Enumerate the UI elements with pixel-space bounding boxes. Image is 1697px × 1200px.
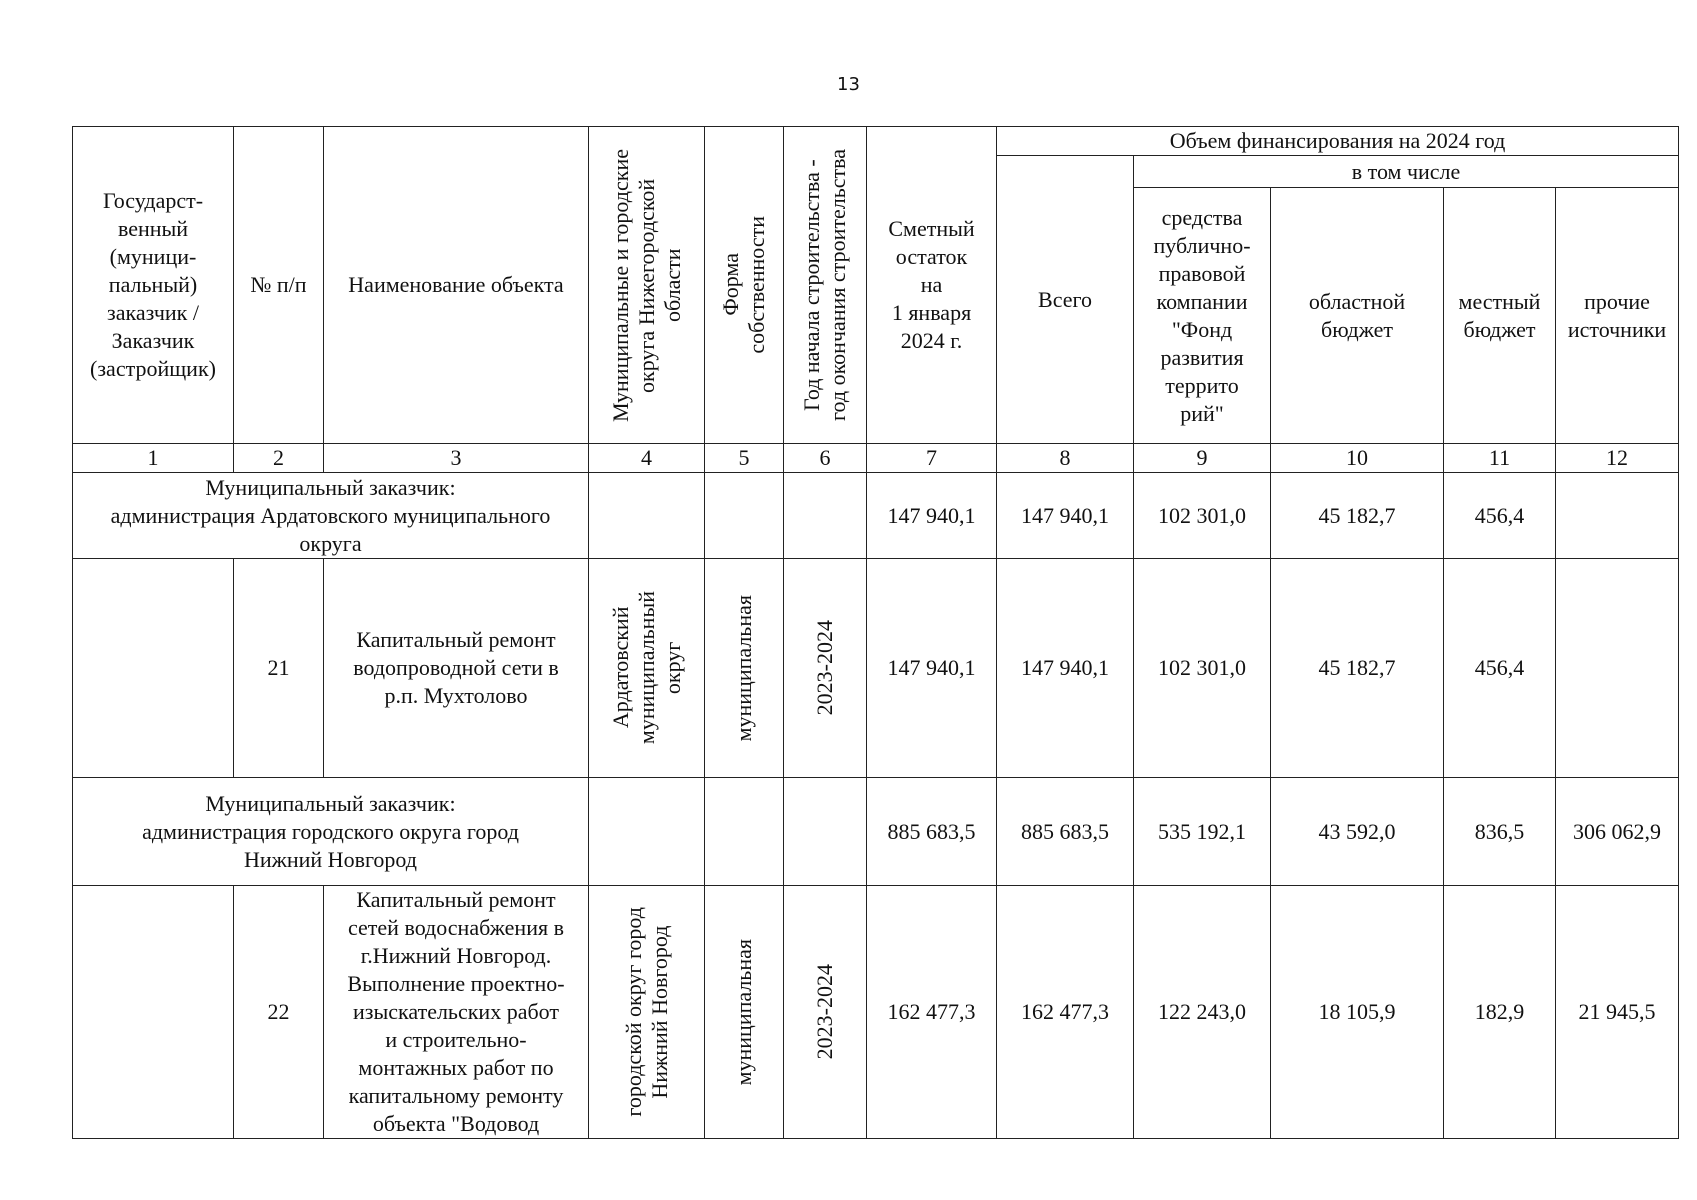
object-number: 21 xyxy=(234,559,324,778)
column-number: 9 xyxy=(1134,444,1271,473)
header-fund: средства публично- правовой компании "Фонд развития террито рий" xyxy=(1134,188,1271,444)
header-other: прочие источники xyxy=(1556,188,1679,444)
object-total: 147 940,1 xyxy=(997,559,1134,778)
customer-group-row xyxy=(73,473,1679,559)
header-estimate-balance: Сметный остаток на 1 января 2024 г. xyxy=(867,127,997,444)
empty-cell xyxy=(73,559,234,778)
object-name: Капитальный ремонт водопроводной сети в р.п. Мухтолово xyxy=(324,559,589,778)
header-number: № п/п xyxy=(234,127,324,444)
object-name: Капитальный ремонт сетей водоснабжения в г.Нижний Новгород. Выполнение проектно- изыскательских работ и строительно- монтажных работ по капитальному ремонту объекта "Водовод xyxy=(324,886,589,1139)
object-fund: 122 243,0 xyxy=(1134,886,1271,1139)
column-number: 7 xyxy=(867,444,997,473)
group-regional: 45 182,7 xyxy=(1271,473,1444,559)
group-local: 456,4 xyxy=(1444,473,1556,559)
empty-cell xyxy=(589,778,705,886)
object-estimate: 147 940,1 xyxy=(867,559,997,778)
group-total: 147 940,1 xyxy=(997,473,1134,559)
object-estimate: 162 477,3 xyxy=(867,886,997,1139)
object-regional: 45 182,7 xyxy=(1271,559,1444,778)
object-row xyxy=(73,559,1679,778)
object-municipality: городской округ город Нижний Новгород xyxy=(589,886,705,1139)
object-local: 182,9 xyxy=(1444,886,1556,1139)
header-municipality: Муниципальные и городские округа Нижегородской области xyxy=(589,127,705,444)
empty-cell xyxy=(784,778,867,886)
page-number: 13 xyxy=(837,74,860,95)
object-local: 456,4 xyxy=(1444,559,1556,778)
group-other: 306 062,9 xyxy=(1556,778,1679,886)
object-ownership: муниципальная xyxy=(705,559,784,778)
financing-table xyxy=(72,126,1679,1139)
object-years: 2023-2024 xyxy=(784,886,867,1139)
column-number: 6 xyxy=(784,444,867,473)
header-ownership: Форма собственности xyxy=(705,127,784,444)
customer-group-row xyxy=(73,778,1679,886)
header-customer: Государст- венный (муници- пальный) заказчик / Заказчик (застройщик) xyxy=(73,127,234,444)
group-customer: Муниципальный заказчик: администрация городского округа город Нижний Новгород xyxy=(73,778,589,886)
object-row xyxy=(73,886,1679,1139)
column-number: 3 xyxy=(324,444,589,473)
empty-cell xyxy=(589,473,705,559)
empty-cell xyxy=(73,886,234,1139)
object-other: 21 945,5 xyxy=(1556,886,1679,1139)
object-fund: 102 301,0 xyxy=(1134,559,1271,778)
object-other xyxy=(1556,559,1679,778)
header-local: местный бюджет xyxy=(1444,188,1556,444)
column-number: 2 xyxy=(234,444,324,473)
header-funding-group: Объем финансирования на 2024 год xyxy=(997,127,1679,156)
header-years: Год начала строительства - год окончания строительства xyxy=(784,127,867,444)
empty-cell xyxy=(705,778,784,886)
column-number: 12 xyxy=(1556,444,1679,473)
object-total: 162 477,3 xyxy=(997,886,1134,1139)
group-estimate: 147 940,1 xyxy=(867,473,997,559)
empty-cell xyxy=(784,473,867,559)
object-number: 22 xyxy=(234,886,324,1139)
group-other xyxy=(1556,473,1679,559)
group-total: 885 683,5 xyxy=(997,778,1134,886)
header-row xyxy=(73,127,1679,156)
object-municipality: Ардатовский муниципальный округ xyxy=(589,559,705,778)
object-ownership: муниципальная xyxy=(705,886,784,1139)
column-number: 11 xyxy=(1444,444,1556,473)
header-object-name: Наименование объекта xyxy=(324,127,589,444)
group-fund: 102 301,0 xyxy=(1134,473,1271,559)
object-regional: 18 105,9 xyxy=(1271,886,1444,1139)
header-including: в том числе xyxy=(1134,156,1679,188)
column-number: 5 xyxy=(705,444,784,473)
column-number: 8 xyxy=(997,444,1134,473)
group-estimate: 885 683,5 xyxy=(867,778,997,886)
column-number: 4 xyxy=(589,444,705,473)
group-customer: Муниципальный заказчик: администрация Ардатовского муниципального округа xyxy=(73,473,589,559)
group-regional: 43 592,0 xyxy=(1271,778,1444,886)
header-total: Всего xyxy=(997,156,1134,444)
object-years: 2023-2024 xyxy=(784,559,867,778)
column-number-row xyxy=(73,444,1679,473)
group-local: 836,5 xyxy=(1444,778,1556,886)
column-number: 1 xyxy=(73,444,234,473)
header-regional: областной бюджет xyxy=(1271,188,1444,444)
column-number: 10 xyxy=(1271,444,1444,473)
group-fund: 535 192,1 xyxy=(1134,778,1271,886)
empty-cell xyxy=(705,473,784,559)
